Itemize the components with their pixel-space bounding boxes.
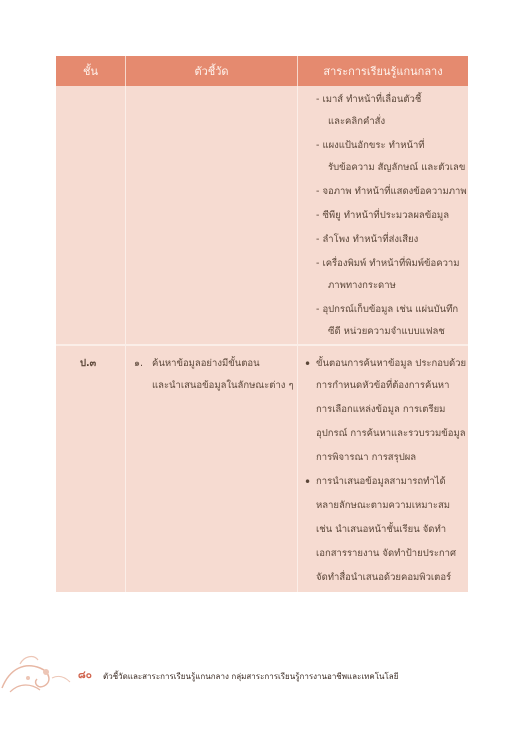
page-number: ๘๐ (78, 670, 92, 681)
header-grade: ชั้น (56, 56, 126, 86)
content-cell (298, 86, 468, 344)
content-line: - ลำโพง ทำหน้าที่ส่งเสียง (316, 234, 419, 245)
bullet-icon: • (304, 357, 312, 371)
floral-ornament-icon (0, 648, 80, 698)
content-line: ขั้นตอนการค้นหาข้อมูล ประกอบด้วย (316, 358, 467, 369)
content-line: - แผงแป้นอักขระ ทำหน้าที่ (316, 140, 425, 151)
header-core-content: สาระการเรียนรู้แกนกลาง (323, 65, 443, 78)
table-header (56, 56, 468, 86)
content-line: อุปกรณ์ การค้นหาและรวบรวมข้อมูล (316, 428, 466, 439)
indicator-line: และนำเสนอข้อมูลในลักษณะต่าง ๆ (152, 380, 294, 391)
indicator-cell (126, 346, 298, 592)
content-line: ภาพทางกระดาษ (328, 280, 396, 291)
content-line: หลายลักษณะตามความเหมาะสม (316, 500, 451, 511)
content-line: - ซีพียู ทำหน้าที่ประมวลผลข้อมูล (316, 210, 450, 221)
header-indicator: ตัวชี้วัด (126, 56, 298, 86)
content-line: การนำเสนอข้อมูลสามารถทำได้ (316, 476, 446, 487)
content-line: และคลิกคำสั่ง (328, 116, 386, 127)
content-line: การพิจารณา การสรุปผล (316, 452, 417, 463)
content-line: เช่น นำเสนอหน้าชั้นเรียน จัดทำ (316, 524, 447, 535)
footer-title: ตัวชี้วัดและสาระการเรียนรู้แกนกลาง กลุ่มสาระการเรียนรู้การงานอาชีพและเทคโนโลยี (103, 672, 399, 681)
content-cell (298, 346, 468, 592)
table-row (56, 346, 468, 592)
content-line: - เมาส์ ทำหน้าที่เลื่อนตัวชี้ (316, 94, 422, 105)
bullet-icon: • (304, 475, 312, 489)
indicator-number: ๑. (134, 358, 144, 369)
table-row (56, 86, 468, 344)
content-line: - เครื่องพิมพ์ ทำหน้าที่พิมพ์ข้อความ (316, 258, 460, 269)
content-line: รับข้อความ สัญลักษณ์ และตัวเลข (328, 162, 466, 173)
grade-label: ป.๓ (80, 358, 97, 369)
content-line: การเลือกแหล่งข้อมูล การเตรียม (316, 404, 446, 415)
content-line: ซีดี หน่วยความจำแบบแฟลช (328, 326, 445, 337)
content-line: - อุปกรณ์เก็บข้อมูล เช่น แผ่นบันทึก (316, 304, 459, 315)
grade-cell (56, 346, 126, 592)
indicator-line: ค้นหาข้อมูลอย่างมีขั้นตอน (152, 358, 260, 369)
content-line: การกำหนดหัวข้อที่ต้องการค้นหา (316, 380, 450, 391)
content-line: เอกสารรายงาน จัดทำป้ายประกาศ (316, 548, 457, 559)
content-line: จัดทำสื่อนำเสนอด้วยคอมพิวเตอร์ (316, 572, 452, 583)
indicator-cell (126, 86, 298, 344)
grade-cell (56, 86, 126, 344)
content-line: - จอภาพ ทำหน้าที่แสดงข้อความภาพ (316, 186, 467, 197)
